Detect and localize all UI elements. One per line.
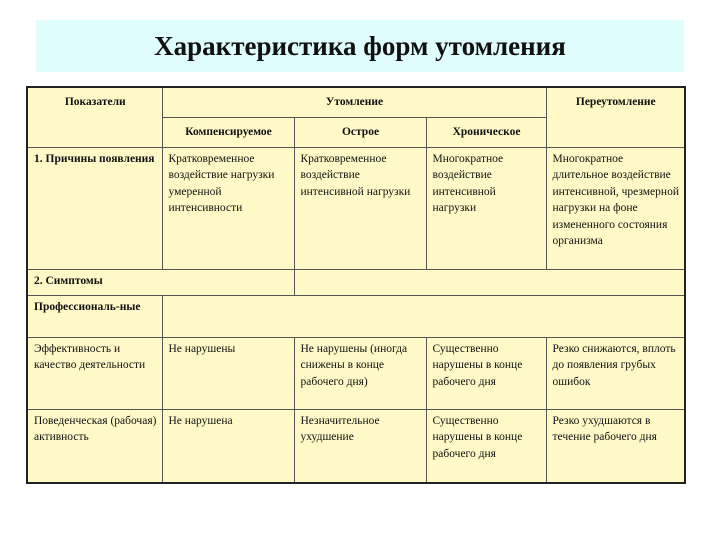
header-acute: Острое: [294, 117, 426, 147]
efficiency-overfatigue: Резко снижаются, вплоть до появления грубых ошибок: [546, 337, 685, 409]
header-row: [27, 87, 685, 117]
page-title: Характеристика форм утомления: [154, 30, 566, 61]
symptoms-row: [27, 269, 685, 295]
behavior-compensated: Не нарушена: [162, 409, 294, 483]
header-overfatigue: Переутомление: [546, 87, 685, 147]
behavior-overfatigue: Резко ухудшаются в течение рабочего дня: [546, 409, 685, 483]
behavior-label: Поведенческая (рабочая) активность: [27, 409, 162, 483]
causes-acute: Кратковременное воздействие интенсивной нагрузки: [294, 147, 426, 269]
professional-row: [27, 295, 685, 337]
professional-label: Профессиональ-ные: [27, 295, 162, 337]
behavior-acute: Незначительное ухудшение: [294, 409, 426, 483]
header-indicators: Показатели: [27, 87, 162, 147]
header-compensated: Компенсируемое: [162, 117, 294, 147]
causes-compensated: Кратковременное воздействие нагрузки умеренной интенсивности: [162, 147, 294, 269]
causes-overfatigue: Многократное длительное воздействие интенсивной, чрезмерной нагрузки на фоне измененного состояния организма: [546, 147, 685, 269]
symptoms-empty: [294, 269, 685, 295]
efficiency-acute: Не нарушены (иногда снижены в конце рабочего дня): [294, 337, 426, 409]
efficiency-label: Эффективность и качество деятельности: [27, 337, 162, 409]
efficiency-row: [27, 337, 685, 409]
efficiency-compensated: Не нарушены: [162, 337, 294, 409]
efficiency-chronic: Существенно нарушены в конце рабочего дня: [426, 337, 546, 409]
behavior-row: [27, 409, 685, 483]
header-chronic: Хроническое: [426, 117, 546, 147]
causes-chronic: Многократное воздействие интенсивной нагрузки: [426, 147, 546, 269]
symptoms-label: 2. Симптомы: [27, 269, 294, 295]
behavior-chronic: Существенно нарушены в конце рабочего дня: [426, 409, 546, 483]
professional-empty: [162, 295, 685, 337]
title-banner: [36, 20, 684, 72]
fatigue-forms-table: [26, 86, 686, 484]
causes-row: [27, 147, 685, 269]
causes-label: 1. Причины появления: [27, 147, 162, 269]
header-fatigue: Утомление: [162, 87, 546, 117]
